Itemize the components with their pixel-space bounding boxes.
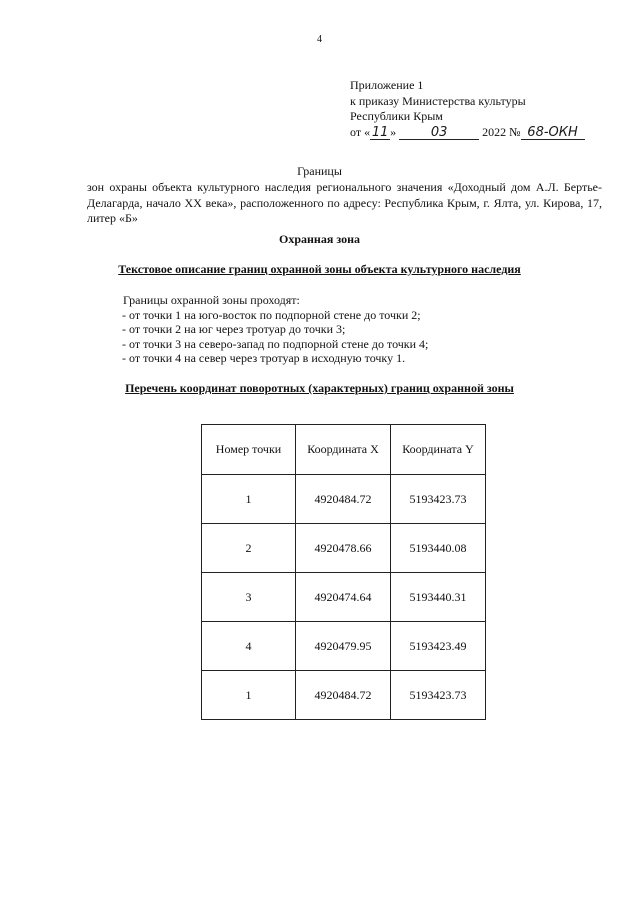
zone-heading: Охранная зона bbox=[279, 232, 360, 246]
table-header-row bbox=[202, 425, 486, 475]
header-coord-y: Координата Y bbox=[391, 425, 486, 475]
boundary-item: - от точки 4 на север через тротуар в исходную точку 1. bbox=[122, 351, 406, 365]
boundary-item: - от точки 1 на юго-восток по подпорной стене до точки 2; bbox=[122, 307, 421, 322]
cell-y: 5193423.73 bbox=[391, 671, 486, 720]
table-row bbox=[202, 671, 486, 720]
text-description-heading bbox=[0, 262, 639, 277]
appendix-line-1: Приложение 1 bbox=[350, 78, 424, 92]
cell-x: 4920474.64 bbox=[296, 573, 391, 622]
cell-x: 4920484.72 bbox=[296, 475, 391, 524]
text-description-heading-text: Текстовое описание границ охранной зоны объекта культурного наследия bbox=[118, 262, 521, 276]
cell-point: 2 bbox=[202, 524, 296, 573]
cell-y: 5193423.73 bbox=[391, 475, 486, 524]
cell-y: 5193440.08 bbox=[391, 524, 486, 573]
cell-point: 4 bbox=[202, 622, 296, 671]
cell-point: 3 bbox=[202, 573, 296, 622]
order-date-line bbox=[350, 125, 585, 141]
date-month: 03 bbox=[399, 126, 479, 140]
appendix-line-2: к приказу Министерства культуры bbox=[350, 93, 526, 108]
coords-heading bbox=[0, 381, 639, 396]
date-year: 2022 № bbox=[482, 124, 521, 139]
cell-x: 4920478.66 bbox=[296, 524, 391, 573]
cell-point: 1 bbox=[202, 671, 296, 720]
table-row bbox=[202, 475, 486, 524]
page-number: 4 bbox=[317, 34, 322, 45]
table-row bbox=[202, 573, 486, 622]
coords-heading-text: Перечень координат поворотных (характерных) границ охранной зоны bbox=[125, 381, 514, 395]
intro-paragraph: зон охраны объекта культурного наследия регионального значения «Доходный дом А.Л. Бертье-Делагарда, начало XX века», расположенного по адресу: Республика Крым, г. Ялта, ул. Кирова, 17, литер «Б» bbox=[87, 180, 602, 225]
cell-x: 4920484.72 bbox=[296, 671, 391, 720]
boundary-item: - от точки 3 на северо-запад по подпорной стене до точки 4; bbox=[122, 336, 429, 351]
cell-y: 5193423.49 bbox=[391, 622, 486, 671]
coordinates-table bbox=[201, 424, 486, 720]
date-day: 11 bbox=[371, 124, 389, 140]
table-row bbox=[202, 524, 486, 573]
appendix-block bbox=[350, 78, 585, 140]
cell-y: 5193440.31 bbox=[391, 573, 486, 622]
cell-point: 1 bbox=[202, 475, 296, 524]
boundary-intro: Границы охранной зоны проходят: bbox=[123, 293, 300, 307]
date-mid: » bbox=[390, 124, 397, 139]
date-prefix: от « bbox=[350, 124, 371, 139]
appendix-line-3: Республики Крым bbox=[350, 109, 443, 123]
table-row bbox=[202, 622, 486, 671]
boundary-item: - от точки 2 на юг через тротуар до точки 3; bbox=[122, 322, 346, 336]
boundary-description bbox=[123, 293, 428, 366]
header-point-number: Номер точки bbox=[202, 425, 296, 475]
header-coord-x: Координата X bbox=[296, 425, 391, 475]
document-title: Границы bbox=[297, 164, 342, 178]
cell-x: 4920479.95 bbox=[296, 622, 391, 671]
order-number: 68-ОКН bbox=[521, 126, 585, 140]
